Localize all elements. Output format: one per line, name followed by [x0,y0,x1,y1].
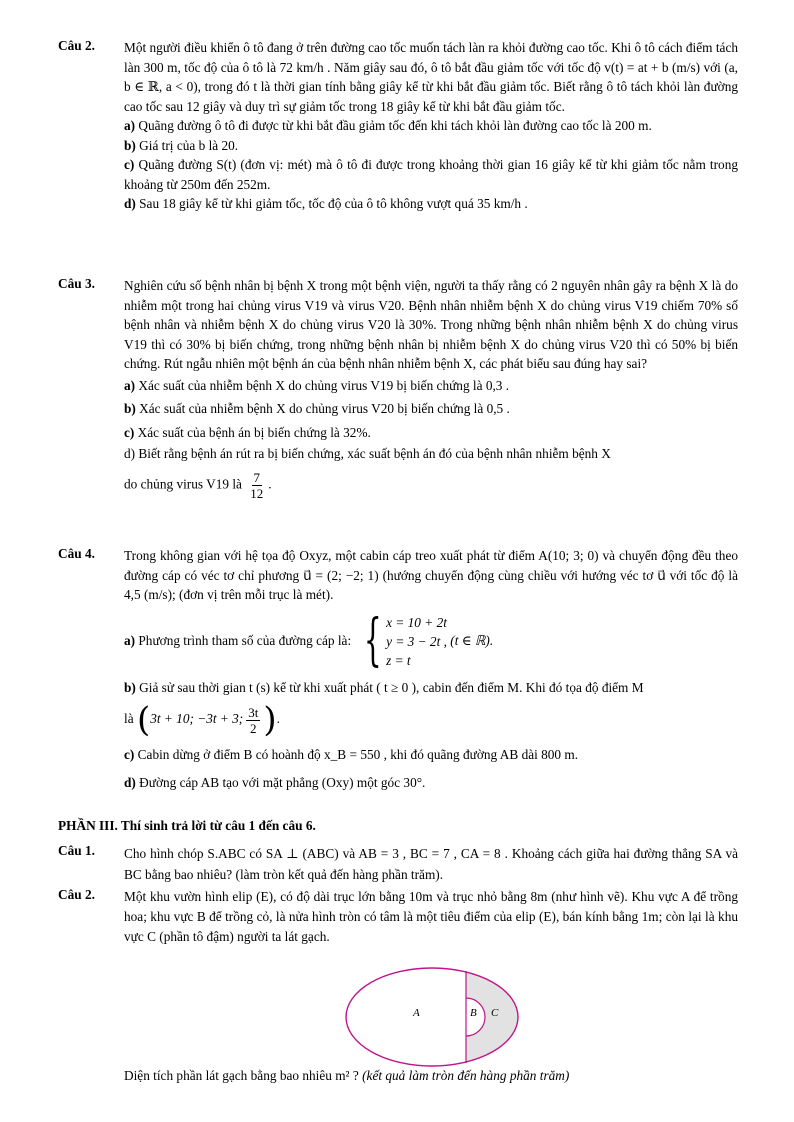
question-2-block [58,38,738,214]
region-c-label: C [491,1007,499,1019]
question-label: Câu 3. [58,276,95,291]
area-question-line: Diện tích phần lát gạch bằng bao nhiêu m² ? (kết quả làm tròn đến hàng phần trăm) [124,1068,570,1083]
part-3-heading: PHẦN III. Thí sinh trả lời từ câu 1 đến câu 6. [58,818,316,833]
part3-question-2-block [58,887,738,947]
option-d: d) Biết rằng bệnh án rút ra bị biến chứng, xác suất bệnh án đó của bệnh nhân nhiễm bệnh X [124,446,611,461]
fraction: $\frac{7}{12}$ [250,469,264,501]
question-stem: Một người điều khiển ô tô đang ở trên đường cao tốc muốn tách làn ra khỏi đường cao tốc. Khi ô tô cách điểm tách làn 300 m, tốc độ của ô tô là 72 km/h . Năm giây sau đó, ô tô bắt đầu giảm tốc với tốc độ v(t) = at + b (m/s) với (a, b ∈ ℝ, a < 0), trong đó t là thời gian tính bằng giây kể từ khi bắt đầu giảm tốc. Biết rằng ô tô tách khỏi làn đường cao tốc sau 12 giây và duy trì sự giảm tốc trong 18 giây kể từ khi bắt đầu giảm tốc. [124,40,738,114]
question-label: Câu 1. [58,843,95,858]
ellipse-garden-figure [343,965,521,1069]
question-label: Câu 4. [58,546,95,561]
option-c: c) Xác suất của bệnh án bị biến chứng là 32%. [124,424,371,440]
question-3-block [58,276,738,501]
option-a: a) Xác suất của nhiễm bệnh X do chủng virus V19 bị biến chứng là 0,3 . [124,377,510,393]
option-b: b) Xác suất của nhiễm bệnh X do chủng virus V20 bị biến chứng là 0,5 . [124,401,510,416]
option-c: c) Quãng đường S(t) (đơn vị: mét) mà ô tô đi được trong khoảng thời gian 16 giây kể từ khi giảm tốc nằm trong khoảng từ 250m đến 252m. [124,157,738,192]
question-stem: Trong không gian với hệ tọa độ Oxyz, một cabin cáp treo xuất phát từ điểm A(10; 3; 0) và chuyển động đều theo đường cáp có véc tơ chỉ phương u⃗ = (2; −2; 1) (hướng chuyển động cùng chiều với hướng véc tơ u⃗ với tốc độ là 4,5 (m/s); (đơn vị trên mỗi trục là mét). [124,548,738,602]
region-a-label: A [413,1007,420,1019]
option-b: b) Giá trị của b là 20. [124,137,239,153]
option-c: c) Cabin dừng ở điểm B có hoành độ x_B = 550 , khi đó quãng đường AB dài 800 m. [124,747,579,762]
option-d-continued: do chủng virus V19 là $\frac{7}{12}$ . [124,469,272,501]
option-b-coordinates: là (3t + 10; −3t + 3; $\frac{3t}{2}$ ). [124,700,280,740]
option-b: b) Giả sử sau thời gian t (s) kể từ khi xuất phát ( t ≥ 0 ), cabin đến điểm M. Khi đó tọa độ điểm M [124,679,644,695]
region-b-label: B [470,1007,477,1019]
question-text: Một khu vườn hình elip (E), có độ dài trục lớn bằng 10m và trục nhỏ bằng 8m (như hình vẽ). Khu vực A để trồng hoa; khu vực B để trồng cỏ, là nửa hình tròn có tâm là một tiêu điểm của elip (E), bán kính bằng 1m; còn lại là khu vực C (phần tô đậm) người ta lát gạch. [124,889,738,944]
option-a: a) Phương trình tham số của đường cáp là: { x = 10 + 2t y = 3 − 2t , z = t (t ∈ ℝ). [124,608,494,673]
question-label: Câu 2. [58,38,95,53]
option-d: d) Sau 18 giây kể từ khi giảm tốc, tốc độ của ô tô không vượt quá 35 km/h . [124,196,528,211]
question-4-block [58,546,738,792]
option-a: a) Quãng đường ô tô đi được từ khi bắt đầu giảm tốc đến khi tách khỏi làn đường cao tốc là 200 m. [124,118,652,133]
question-stem: Nghiên cứu số bệnh nhân bị bệnh X trong một bệnh viện, người ta thấy rằng có 2 nguyên nhân gây ra bệnh X là do nhiễm một trong hai chủng virus V19 và virus V20. Bệnh nhân nhiễm bệnh X do chủng virus V19 chiếm 70% số bệnh nhân và nhiễm bệnh X do chủng virus V20 là 30%. Trong những bệnh nhân nhiễm bệnh X do chủng virus V19 thì có 30% bị biến chứng, trong những bệnh nhân bị nhiễm bệnh X do chủng virus V20 thì có 50% bị biến chứng. Rút ngẫu nhiên một bệnh án của bệnh nhân nhiễm bệnh X, các phát biểu sau đúng hay sai? [124,278,738,371]
question-label: Câu 2. [58,887,95,902]
question-text: Cho hình chóp S.ABC có SA ⊥ (ABC) và AB = 3 , BC = 7 , CA = 8 . Khoảng cách giữa hai đường thẳng SA và BC bằng bao nhiêu? (làm tròn kết quả đến hàng phần trăm). [124,846,738,882]
fraction: $\frac{3t}{2}$ [248,704,259,736]
parametric-system: { x = 10 + 2t y = 3 − 2t , z = t [363,608,447,673]
part3-question-1-block [58,843,738,885]
option-d: d) Đường cáp AB tạo với mặt phẳng (Oxy) một góc 30°. [124,774,426,790]
